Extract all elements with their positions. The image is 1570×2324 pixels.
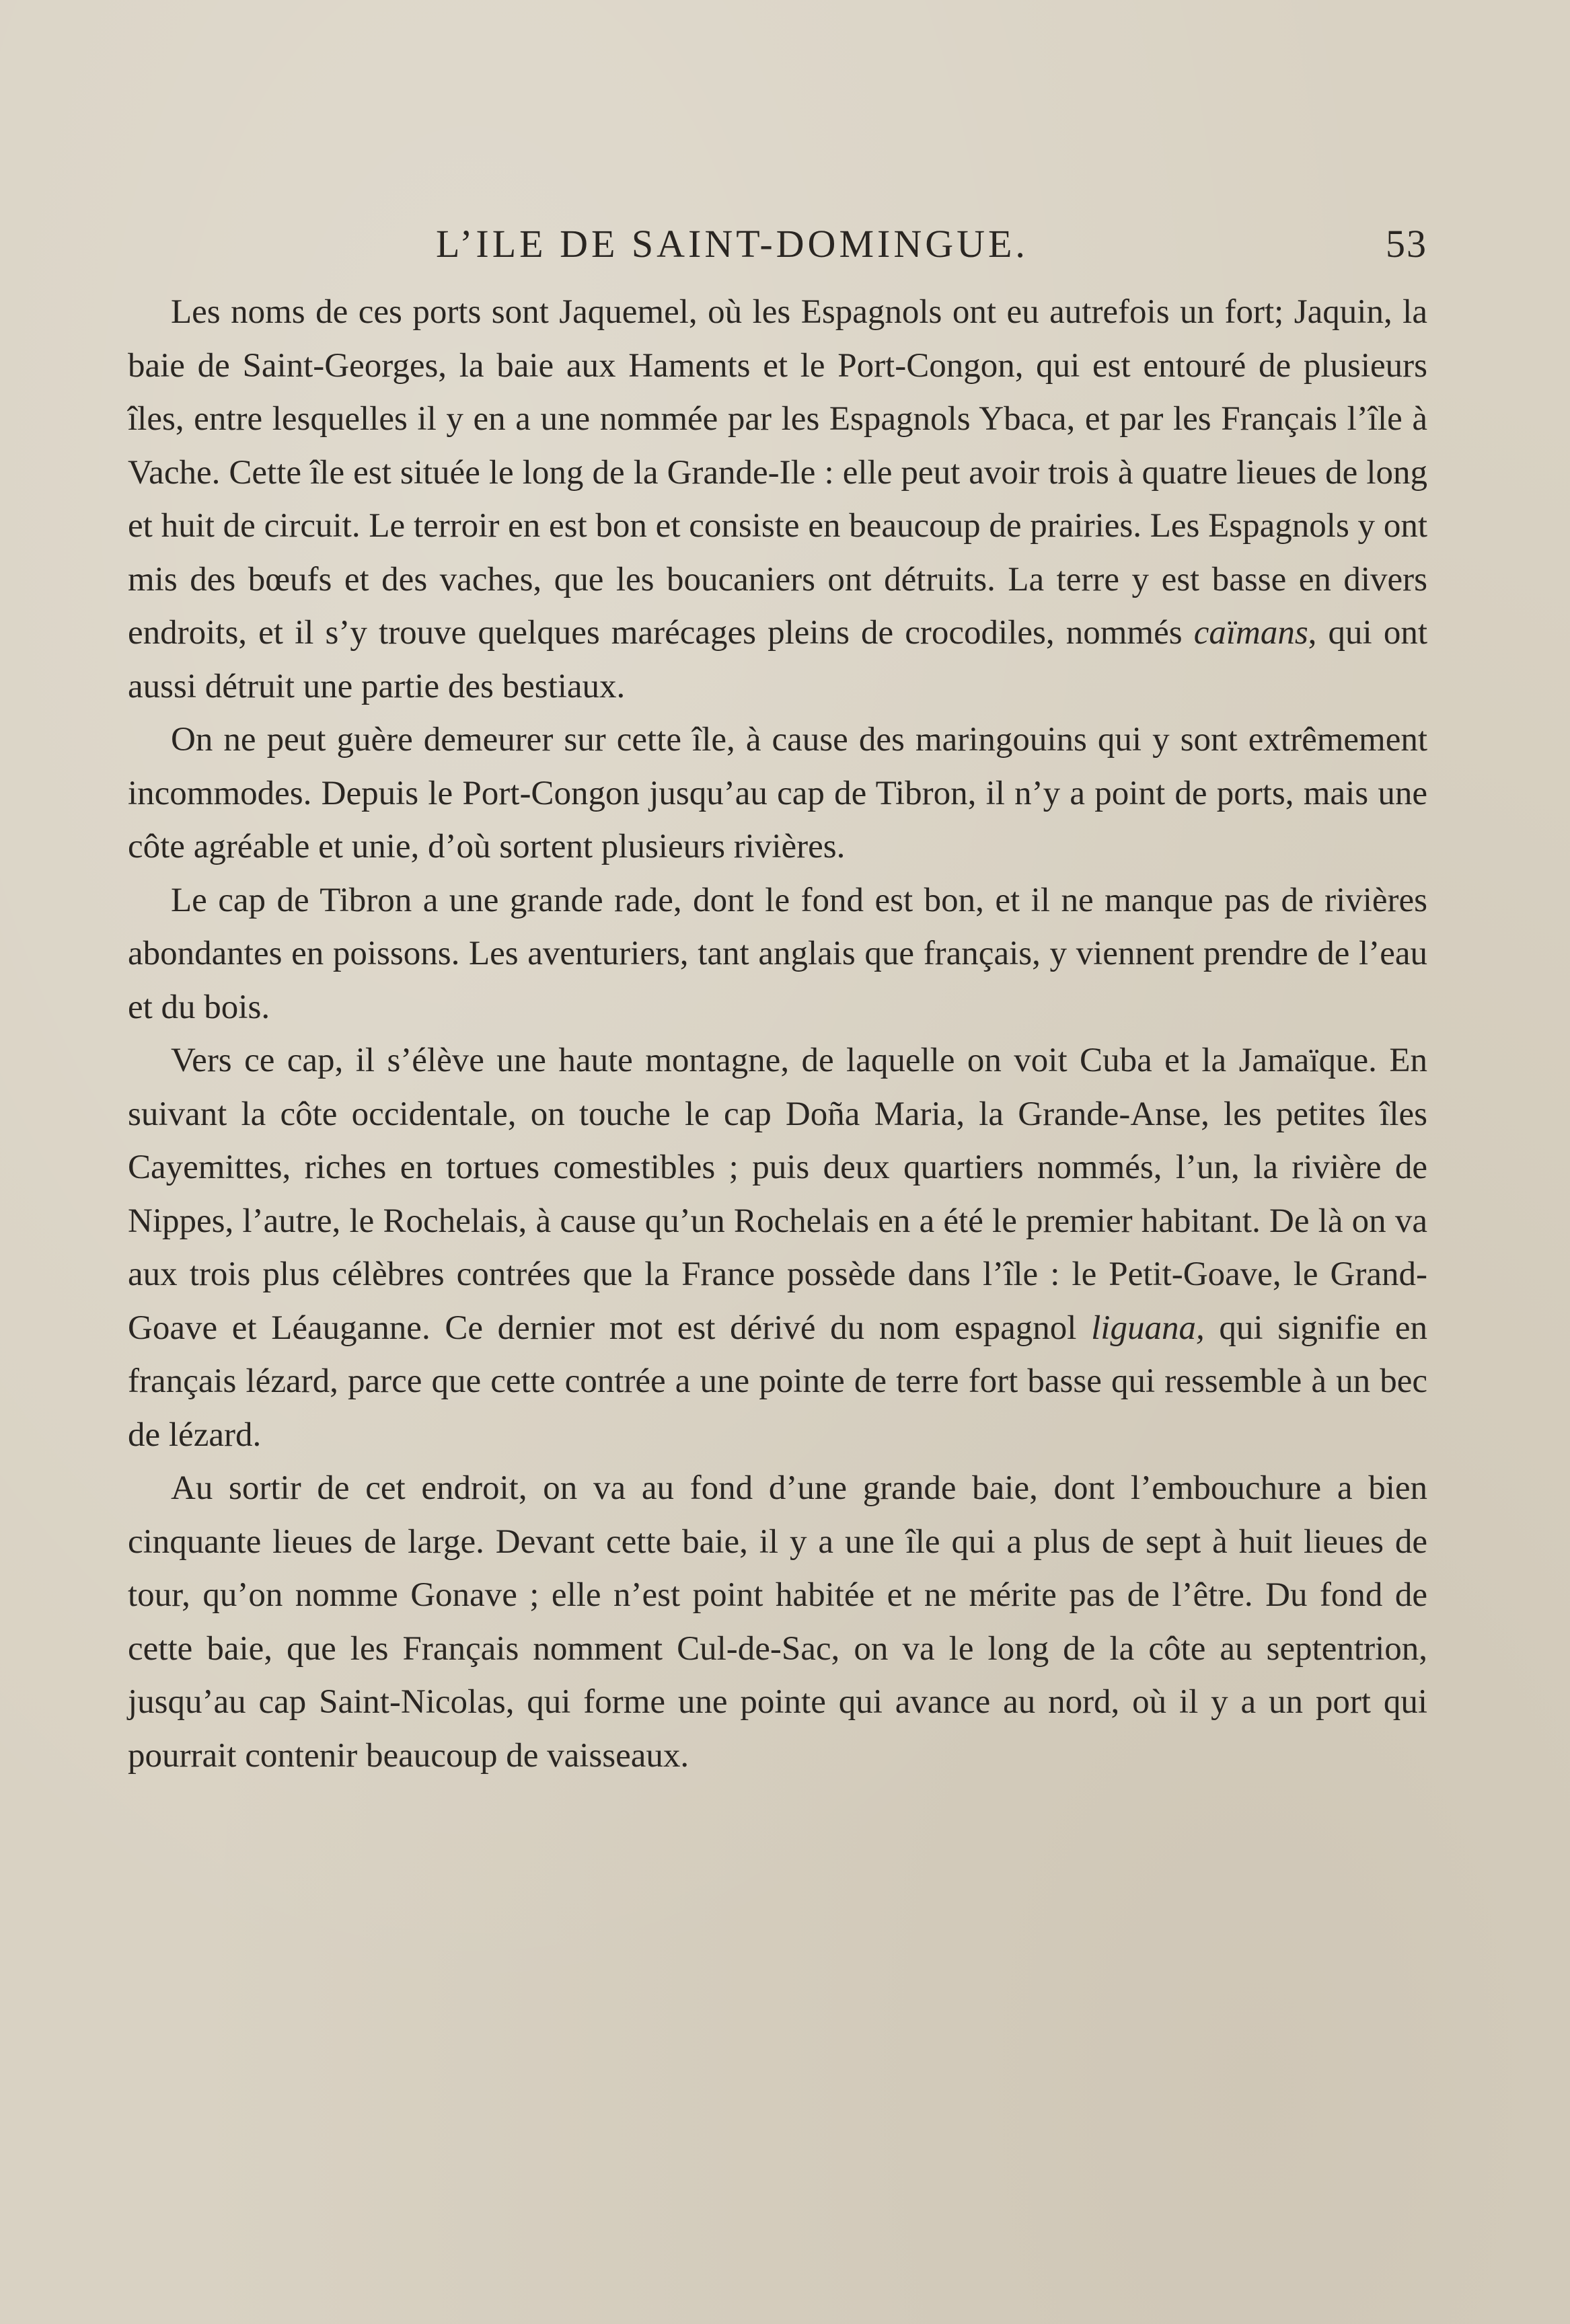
running-title: L’ILE DE SAINT-DOMINGUE. <box>436 222 1029 266</box>
running-header <box>128 214 1427 274</box>
paragraph-text: Les noms de ces ports sont Jaquemel, où les Espagnols ont eu autrefois un fort; Jaquin, la baie de Saint-Georges, la baie aux Haments et le Port-Congon, qui est entouré de plusieurs îles, entre lesquelles il y en a une nommée par les Espagnols Ybaca, et par les Français l’île à Vache. Cette île est située le long de la Grande-Ile : elle peut avoir trois à quatre lieues de long et huit de circuit. Le terroir en est bon et consiste en beaucoup de prairies. Les Espagnols y ont mis des bœufs et des vaches, que les boucaniers ont détruits. La terre y est basse en divers endroits, et il s’y trouve quelques marécages pleins de crocodiles, nommés <box>128 293 1427 652</box>
italic-term: liguana, <box>1091 1309 1205 1347</box>
paragraph-text: Vers ce cap, il s’élève une haute montagne, de laquelle on voit Cuba et la Jamaïque. En suivant la côte occidentale, on touche le cap Doña Maria, la Grande-Anse, les petites îles Cayemittes, riches en tortues comestibles ; puis deux quartiers nommés, l’un, la rivière de Nippes, l’autre, le Rochelais, à cause qu’un Rochelais en a été le premier habitant. De là on va aux trois plus célèbres contrées que la France possède dans l’île : le Petit-Goave, le Grand-Goave et Léauganne. Ce dernier mot est dérivé du nom espagnol <box>128 1042 1427 1347</box>
italic-term: caïmans <box>1193 614 1308 652</box>
paragraph <box>128 286 1427 713</box>
paragraph: Le cap de Tibron a une grande rade, dont le fond est bon, et il ne manque pas de rivières abondantes en poissons. Les aventuriers, tant anglais que français, y viennent prendre de l’eau et du bois. <box>128 881 1427 1026</box>
paragraph-text: qui signifie en français lézard, parce que cette contrée a une pointe de terre fort basse qui ressemble à un bec de lézard. <box>128 1309 1427 1454</box>
page-number: 53 <box>1386 222 1427 266</box>
paragraph-text: , qui ont aussi détruit une partie des bestiaux. <box>128 614 1427 705</box>
body-text <box>128 286 1427 1783</box>
paragraph: Au sortir de cet endroit, on va au fond d’une grande baie, dont l’embouchure a bien cinquante lieues de large. Devant cette baie, il y a une île qui a plus de sept à huit lieues de tour, qu’on nomme Gonave ; elle n’est point habitée et ne mérite pas de l’être. Du fond de cette baie, que les Français nomment Cul-de-Sac, on va le long de la côte au septentrion, jusqu’au cap Saint-Nicolas, qui forme une pointe qui avance au nord, où il y a un port qui pourrait contenir beaucoup de vaisseaux. <box>128 1469 1427 1775</box>
paragraph <box>128 1034 1427 1462</box>
paragraph: On ne peut guère demeurer sur cette île, à cause des maringouins qui y sont extrêmement incommodes. Depuis le Port-Congon jusqu’au cap de Tibron, il n’y a point de ports, mais une côte agréable et unie, d’où sortent plusieurs rivières. <box>128 721 1427 865</box>
